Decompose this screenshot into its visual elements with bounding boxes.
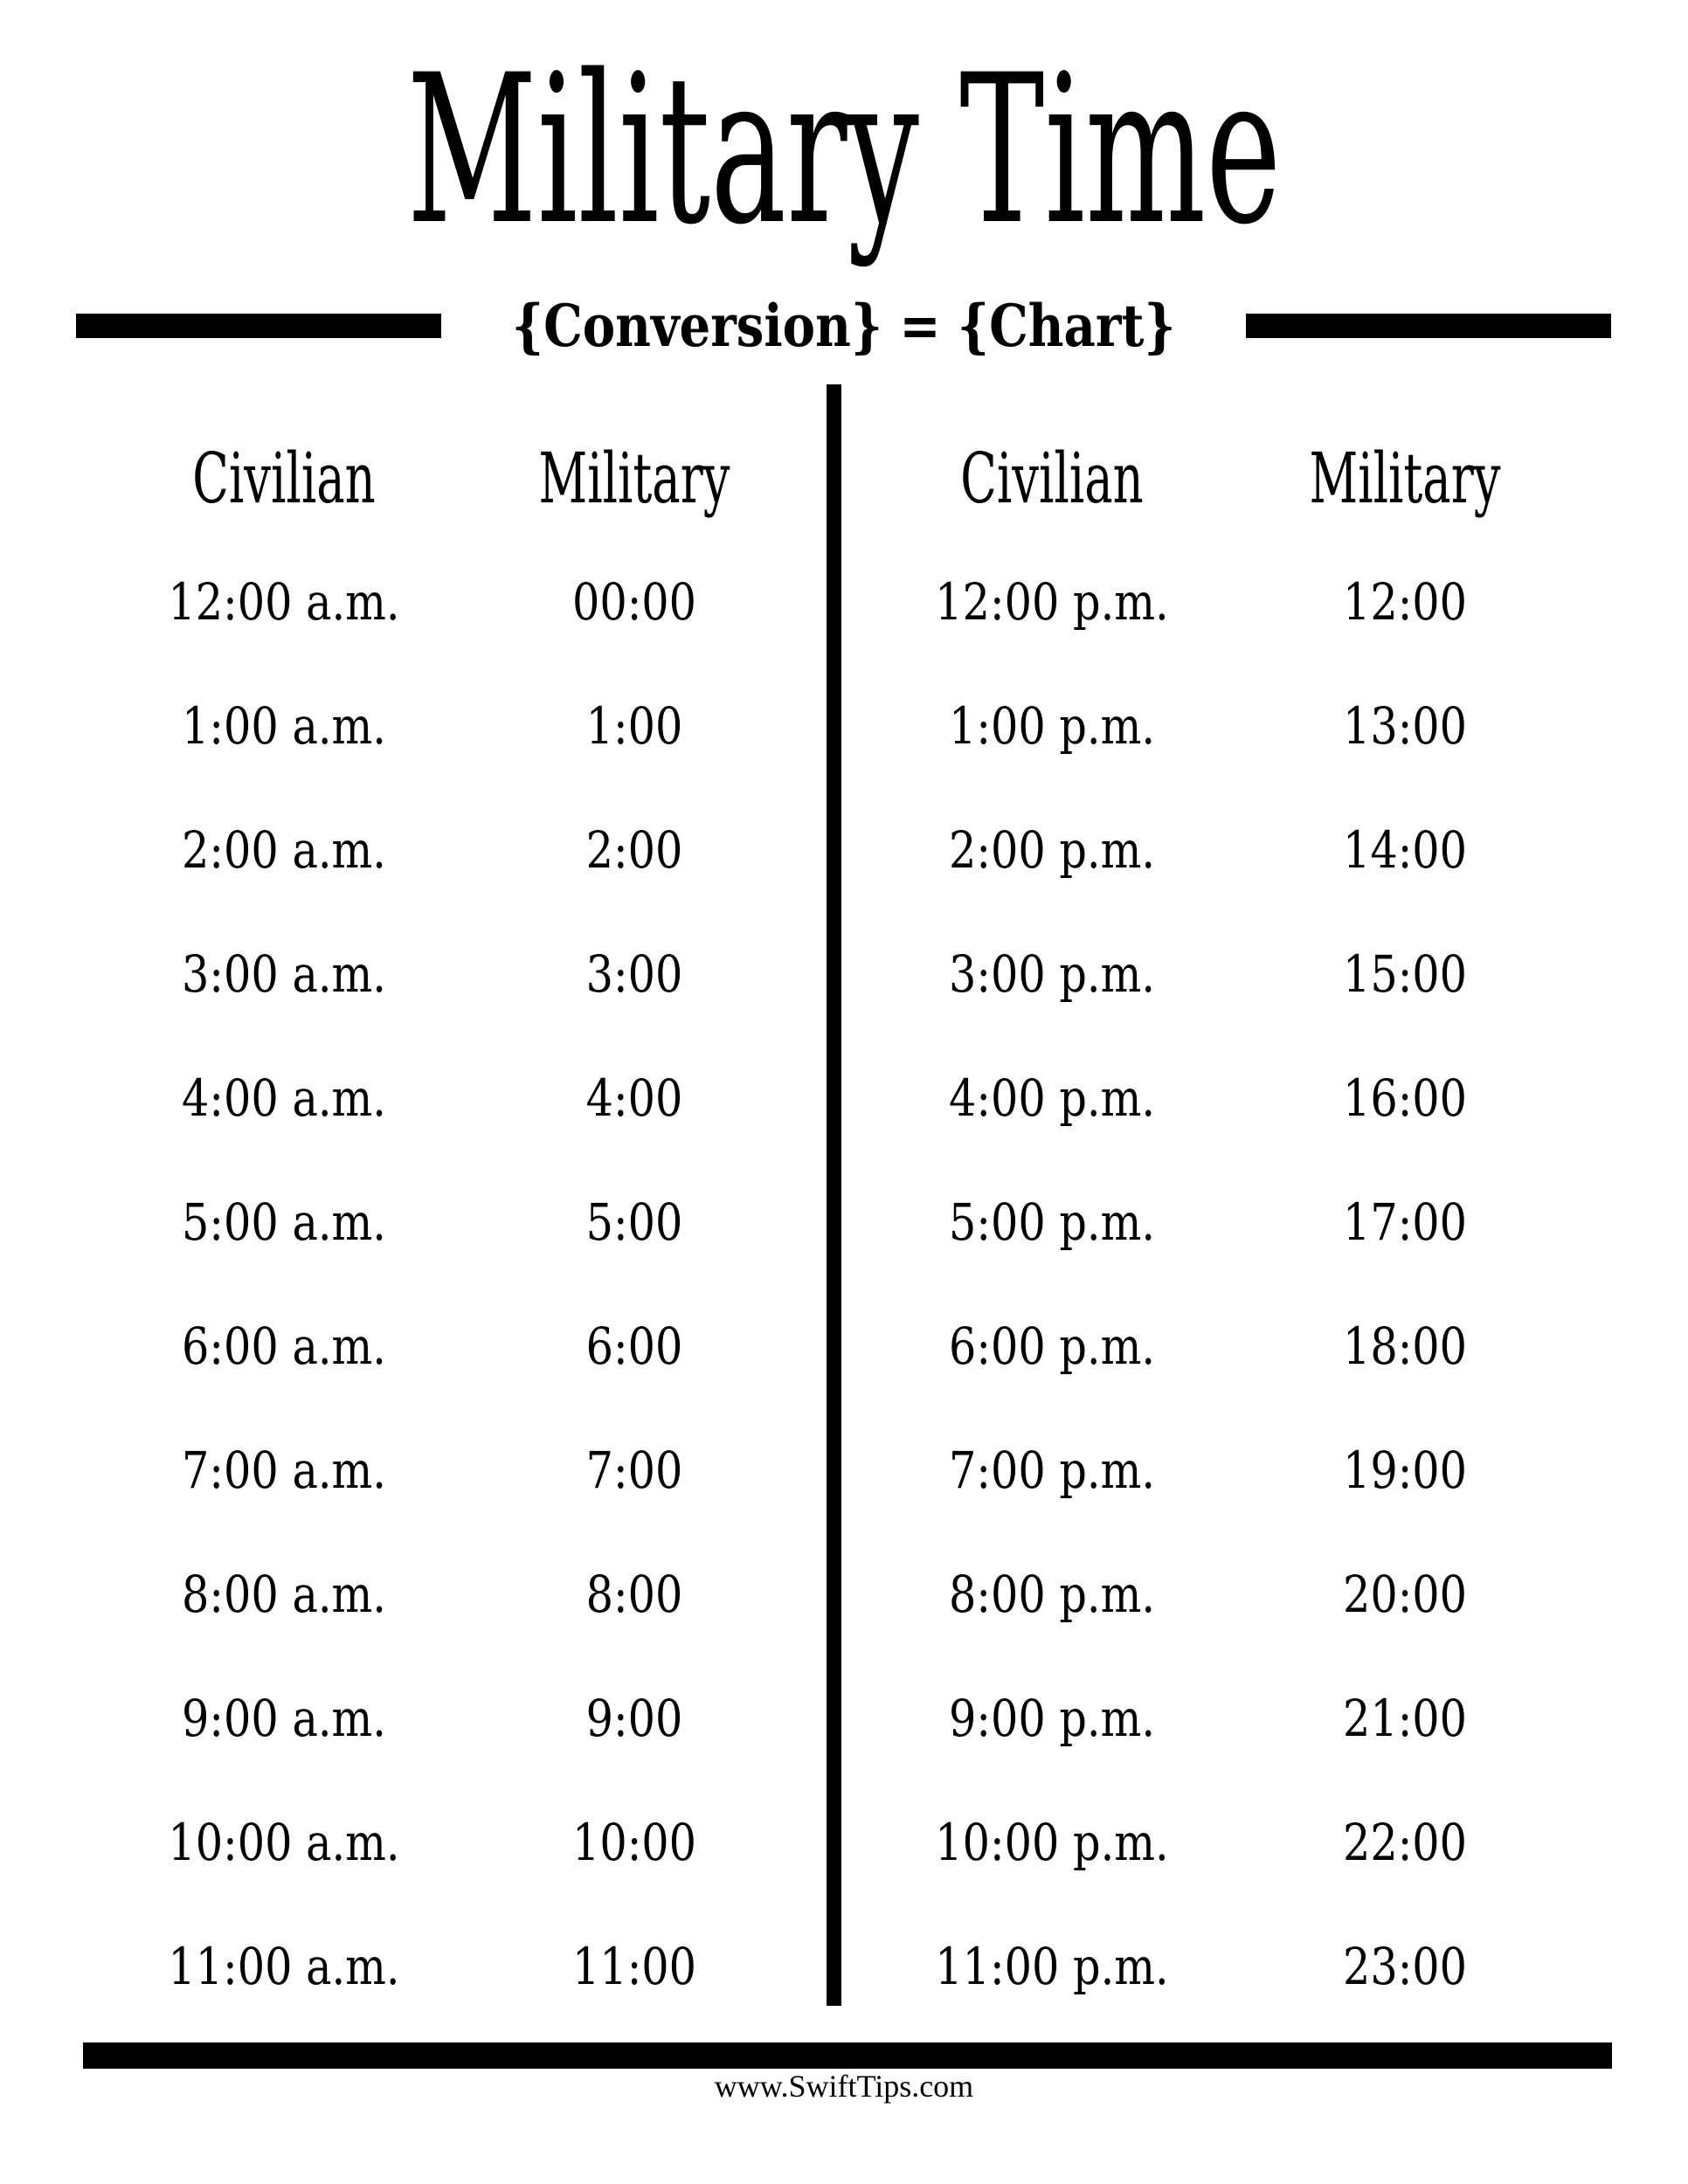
right-civilian-column: [851, 416, 1253, 2028]
time-cell: 11:00 p.m.: [935, 1937, 1169, 1996]
column-header-military: Military: [1309, 437, 1501, 519]
footer-url: www.SwiftTips.com: [714, 2069, 974, 2104]
time-cell: 18:00: [1342, 1317, 1468, 1376]
time-cell: 3:00 a.m.: [182, 944, 386, 1004]
time-cell: 5:00 a.m.: [182, 1192, 386, 1252]
time-cell: 6:00 p.m.: [948, 1317, 1156, 1376]
bottom-rule: [83, 2042, 1612, 2069]
time-cell: 3:00 p.m.: [948, 944, 1156, 1004]
time-cell: 4:00 a.m.: [182, 1068, 386, 1128]
right-military-column: [1204, 416, 1606, 2028]
time-cell: 00:00: [571, 572, 697, 632]
time-cell: 10:00 a.m.: [168, 1813, 400, 1872]
time-cell: 15:00: [1342, 944, 1468, 1004]
time-cell: 23:00: [1342, 1937, 1468, 1996]
time-cell: 10:00 p.m.: [935, 1813, 1169, 1872]
subtitle-rule-right: [1246, 314, 1611, 338]
page-title: Military Time: [406, 31, 1282, 270]
time-cell: 10:00: [571, 1813, 697, 1872]
time-cell: 1:00: [585, 696, 683, 756]
time-cell: 9:00 p.m.: [948, 1689, 1156, 1748]
page-subtitle: {Conversion} = {Chart}: [511, 291, 1176, 360]
time-cell: 17:00: [1342, 1192, 1468, 1252]
time-cell: 9:00: [585, 1689, 683, 1748]
time-cell: 16:00: [1342, 1068, 1468, 1128]
time-cell: 13:00: [1342, 696, 1468, 756]
time-cell: 4:00: [585, 1068, 683, 1128]
left-military-column: [433, 416, 835, 2028]
time-cell: 4:00 p.m.: [948, 1068, 1156, 1128]
column-header-civilian: Civilian: [960, 437, 1144, 519]
time-cell: 7:00: [585, 1441, 683, 1500]
time-cell: 11:00 a.m.: [168, 1937, 400, 1996]
time-cell: 14:00: [1342, 820, 1468, 880]
column-header-military: Military: [538, 437, 730, 519]
time-cell: 12:00 p.m.: [935, 572, 1169, 632]
time-cell: 5:00 p.m.: [948, 1192, 1156, 1252]
time-cell: 1:00 p.m.: [948, 696, 1156, 756]
time-cell: 12:00: [1342, 572, 1468, 632]
time-cell: 12:00 a.m.: [168, 572, 400, 632]
subtitle-rule-left: [76, 314, 441, 338]
subtitle-band: [76, 288, 1611, 363]
column-header-civilian: Civilian: [192, 437, 376, 519]
time-cell: 11:00: [571, 1937, 697, 1996]
left-civilian-column: [83, 416, 485, 2028]
time-cell: 7:00 a.m.: [182, 1441, 386, 1500]
time-cell: 8:00 p.m.: [948, 1565, 1156, 1624]
time-cell: 21:00: [1342, 1689, 1468, 1748]
time-cell: 5:00: [585, 1192, 683, 1252]
time-cell: 7:00 p.m.: [948, 1441, 1156, 1500]
time-cell: 19:00: [1342, 1441, 1468, 1500]
time-cell: 6:00 a.m.: [182, 1317, 386, 1376]
time-cell: 6:00: [585, 1317, 683, 1376]
time-cell: 3:00: [585, 944, 683, 1004]
time-cell: 8:00 a.m.: [182, 1565, 386, 1624]
time-cell: 8:00: [585, 1565, 683, 1624]
time-cell: 1:00 a.m.: [182, 696, 386, 756]
time-cell: 9:00 a.m.: [182, 1689, 386, 1748]
time-cell: 2:00 a.m.: [182, 820, 386, 880]
time-cell: 20:00: [1342, 1565, 1468, 1624]
time-cell: 2:00 p.m.: [948, 820, 1156, 880]
time-cell: 22:00: [1342, 1813, 1468, 1872]
time-cell: 2:00: [585, 820, 683, 880]
